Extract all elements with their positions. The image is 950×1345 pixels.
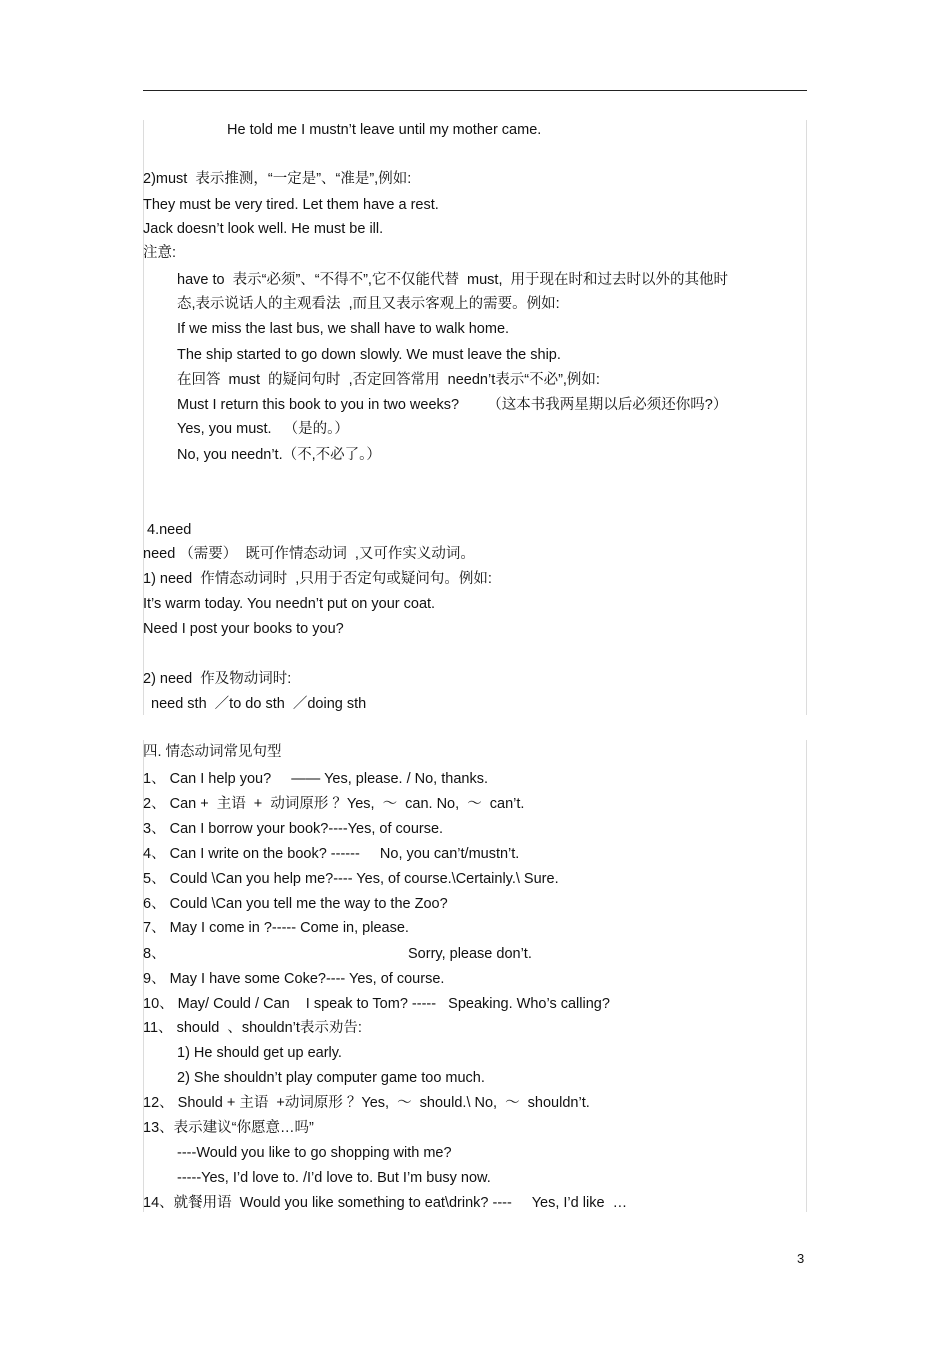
frame-right-bottom xyxy=(806,740,807,1212)
text-line: 在回答 must 的疑问句时 ,否定回答常用 needn’t表示“不必”,例如: xyxy=(177,372,600,388)
list-item: 1、 Can I help you? —— Yes, please. / No, thanks. xyxy=(143,771,488,787)
page-number: 3 xyxy=(797,1251,805,1266)
list-item: ----Would you like to go shopping with me? xyxy=(177,1145,452,1161)
list-item: 9、 May I have some Coke?---- Yes, of course. xyxy=(143,971,445,987)
text-line: need sth ／to do sth ／doing sth xyxy=(151,696,367,712)
text-line: It’s warm today. You needn’t put on your coat. xyxy=(143,596,436,612)
text-line: 态,表示说话人的主观看法 ,而且又表示客观上的需要。例如: xyxy=(177,296,560,312)
text-line: 1) need 作情态动词时 ,只用于否定句或疑问句。例如: xyxy=(143,571,492,587)
frame-right-top xyxy=(806,120,807,715)
header-rule xyxy=(143,90,807,91)
list-item: 10、 May/ Could / Can I speak to Tom? ----- Speaking. Who’s calling? xyxy=(143,996,610,1012)
list-item: 6、 Could \Can you tell me the way to the Zoo? xyxy=(143,896,448,912)
text-line: No, you needn’t.（不,不必了。） xyxy=(177,447,381,463)
list-item: -----Yes, I’d love to. /I’d love to. But I’m busy now. xyxy=(177,1170,491,1186)
text-line: They must be very tired. Let them have a rest. xyxy=(143,197,439,213)
list-item: 1) He should get up early. xyxy=(177,1045,342,1061)
text-line: Must I return this book to you in two weeks? （这本书我两星期以后必须还你吗?） xyxy=(177,397,728,413)
text-line: Yes, you must. （是的。） xyxy=(177,421,349,437)
section-heading: 4.need xyxy=(147,522,192,538)
list-item: 3、 Can I borrow your book?----Yes, of course. xyxy=(143,821,444,837)
section-heading: 四. 情态动词常见句型 xyxy=(143,744,282,760)
list-item: Sorry, please don’t. xyxy=(408,946,532,962)
list-item: 2、 Can + 主语 + 动词原形 ？Yes, ～ can. No, ～ can’t. xyxy=(143,796,525,812)
list-item: 4、 Can I write on the book? ------ No, you can’t/mustn’t. xyxy=(143,846,520,862)
text-line: Jack doesn’t look well. He must be ill. xyxy=(143,221,384,237)
text-line: The ship started to go down slowly. We must leave the ship. xyxy=(177,347,561,363)
list-item: 7、 May I come in ?----- Come in, please. xyxy=(143,920,409,936)
text-line: Need I post your books to you? xyxy=(143,621,344,637)
text-line: have to 表示“必须”、“不得不”,它不仅能代替 must, 用于现在时和过去时以外的其他时 xyxy=(177,272,729,288)
text-line: need （需要） 既可作情态动词 ,又可作实义动词。 xyxy=(143,546,475,562)
list-item: 12、 Should + 主语 +动词原形 ？Yes, ～ should.\ No, ～ shouldn’t. xyxy=(143,1095,590,1111)
list-item: 5、 Could \Can you help me?---- Yes, of course.\Certainly.\ Sure. xyxy=(143,871,559,887)
text-line: He told me I mustn’t leave until my mother came. xyxy=(227,122,542,138)
list-item: 14、就餐用语 Would you like something to eat\drink? ---- Yes, I’d like … xyxy=(143,1195,628,1211)
text-line: 注意: xyxy=(143,245,177,261)
list-item: 11、 should 、shouldn’t表示劝告: xyxy=(143,1020,362,1036)
text-line: 2) need 作及物动词时: xyxy=(143,671,292,687)
list-item-number: 8、 xyxy=(143,946,166,962)
text-line: If we miss the last bus, we shall have to walk home. xyxy=(177,321,510,337)
text-line: 2)must 表示推测，“一定是”、“准是”,例如: xyxy=(143,171,412,187)
list-item: 2) She shouldn’t play computer game too much. xyxy=(177,1070,485,1086)
list-item: 13、表示建议“你愿意…吗” xyxy=(143,1120,314,1136)
